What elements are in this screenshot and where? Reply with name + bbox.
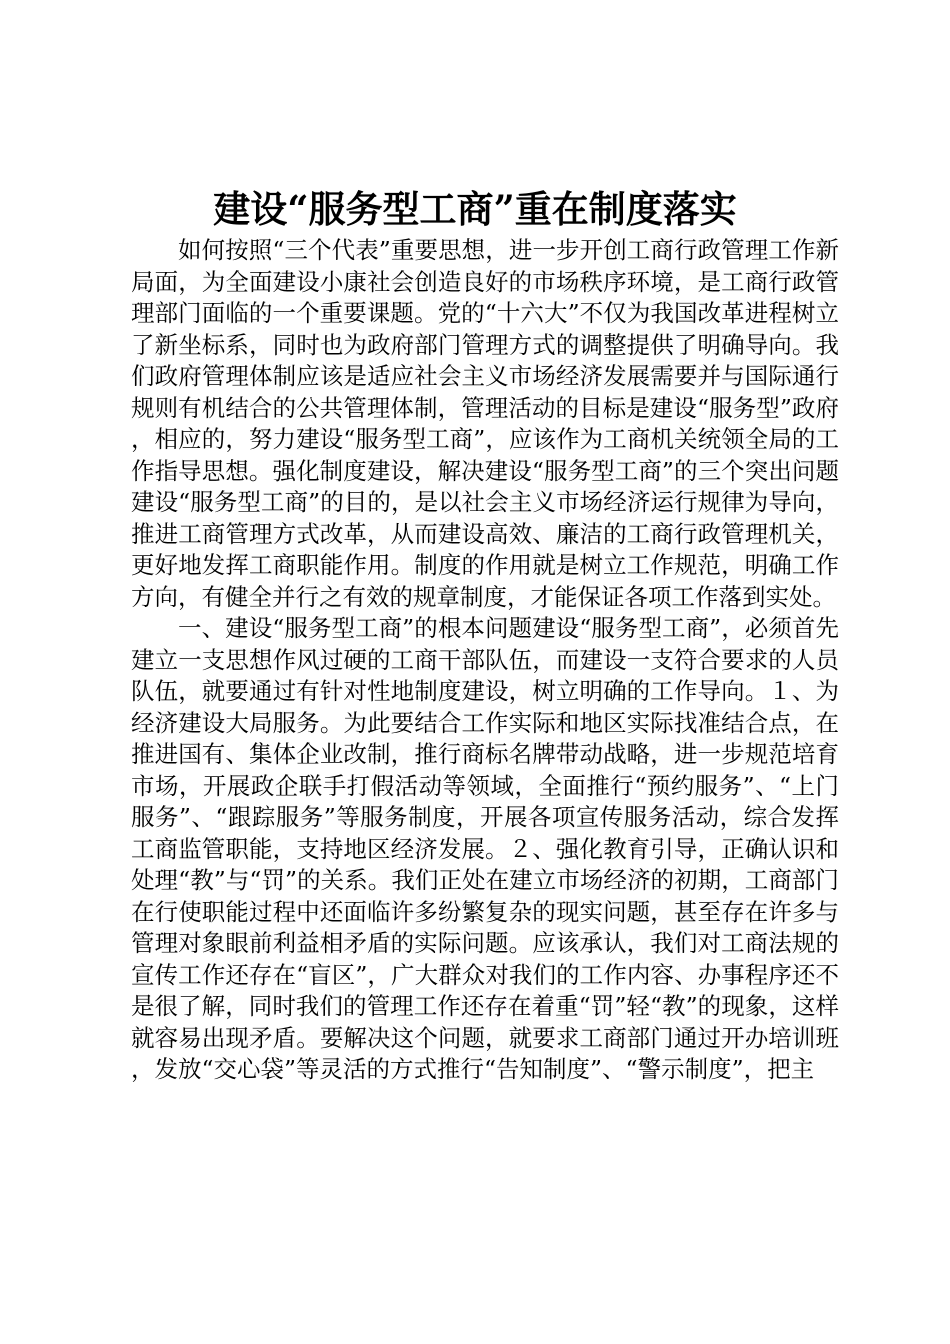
document-title: 建设“服务型工商”重在制度落实 [213,187,737,231]
document-body [131,235,839,1086]
paragraph-intro: 如何按照“三个代表”重要思想，进一步开创工商行政管理工作新局面，为全面建设小康社会创造良好的市场秩序环境，是工商行政管理部门面临的一个重要课题。党的“十六大”不仅为我国改革进程树立了新坐标系，同时也为政府部门管理方式的调整提供了明确导向。我们政府管理体制应该是适应社会主义市场经济发展需要并与国际通行规则有机结合的公共管理体制，管理活动的目标是建设“服务型”政府，相应的，努力建设“服务型工商”，应该作为工商机关统领全局的工作指导思想。强化制度建设，解决建设“服务型工商”的三个突出问题建设“服务型工商”的目的，是以社会主义市场经济运行规律为导向，推进工商管理方式改革，从而建设高效、廉洁的工商行政管理机关，更好地发挥工商职能作用。制度的作用就是树立工作规范，明确工作方向，有健全并行之有效的规章制度，才能保证各项工作落到实处。 [131,236,839,611]
paragraph-section-one: 一、建设“服务型工商”的根本问题建设“服务型工商”，必须首先建立一支思想作风过硬的工商干部队伍，而建设一支符合要求的人员队伍，就要通过有针对性地制度建设，树立明确的工作导向。１、为经济建设大局服务。为此要结合工作实际和地区实际找准结合点，在推进国有、集体企业改制，推行商标名牌带动战略，进一步规范培育市场，开展政企联手打假活动等领域，全面推行“预约服务”、“上门服务”、“跟踪服务”等服务制度，开展各项宣传服务活动，综合发挥工商监管职能，支持地区经济发展。２、强化教育引导，正确认识和处理“教”与“罚”的关系。我们正处在建立市场经济的初期，工商部门在行使职能过程中还面临许多纷繁复杂的现实问题，甚至存在许多与管理对象眼前利益相矛盾的实际问题。应该承认，我们对工商法规的宣传工作还存在“盲区”，广大群众对我们的工作内容、办事程序还不是很了解，同时我们的管理工作还存在着重“罚”轻“教”的现象，这样就容易出现矛盾。要解决这个问题，就要求工商部门通过开办培训班，发放“交心袋”等灵活的方式推行“告知制度”、“警示制度”，把主 [131,614,839,1083]
